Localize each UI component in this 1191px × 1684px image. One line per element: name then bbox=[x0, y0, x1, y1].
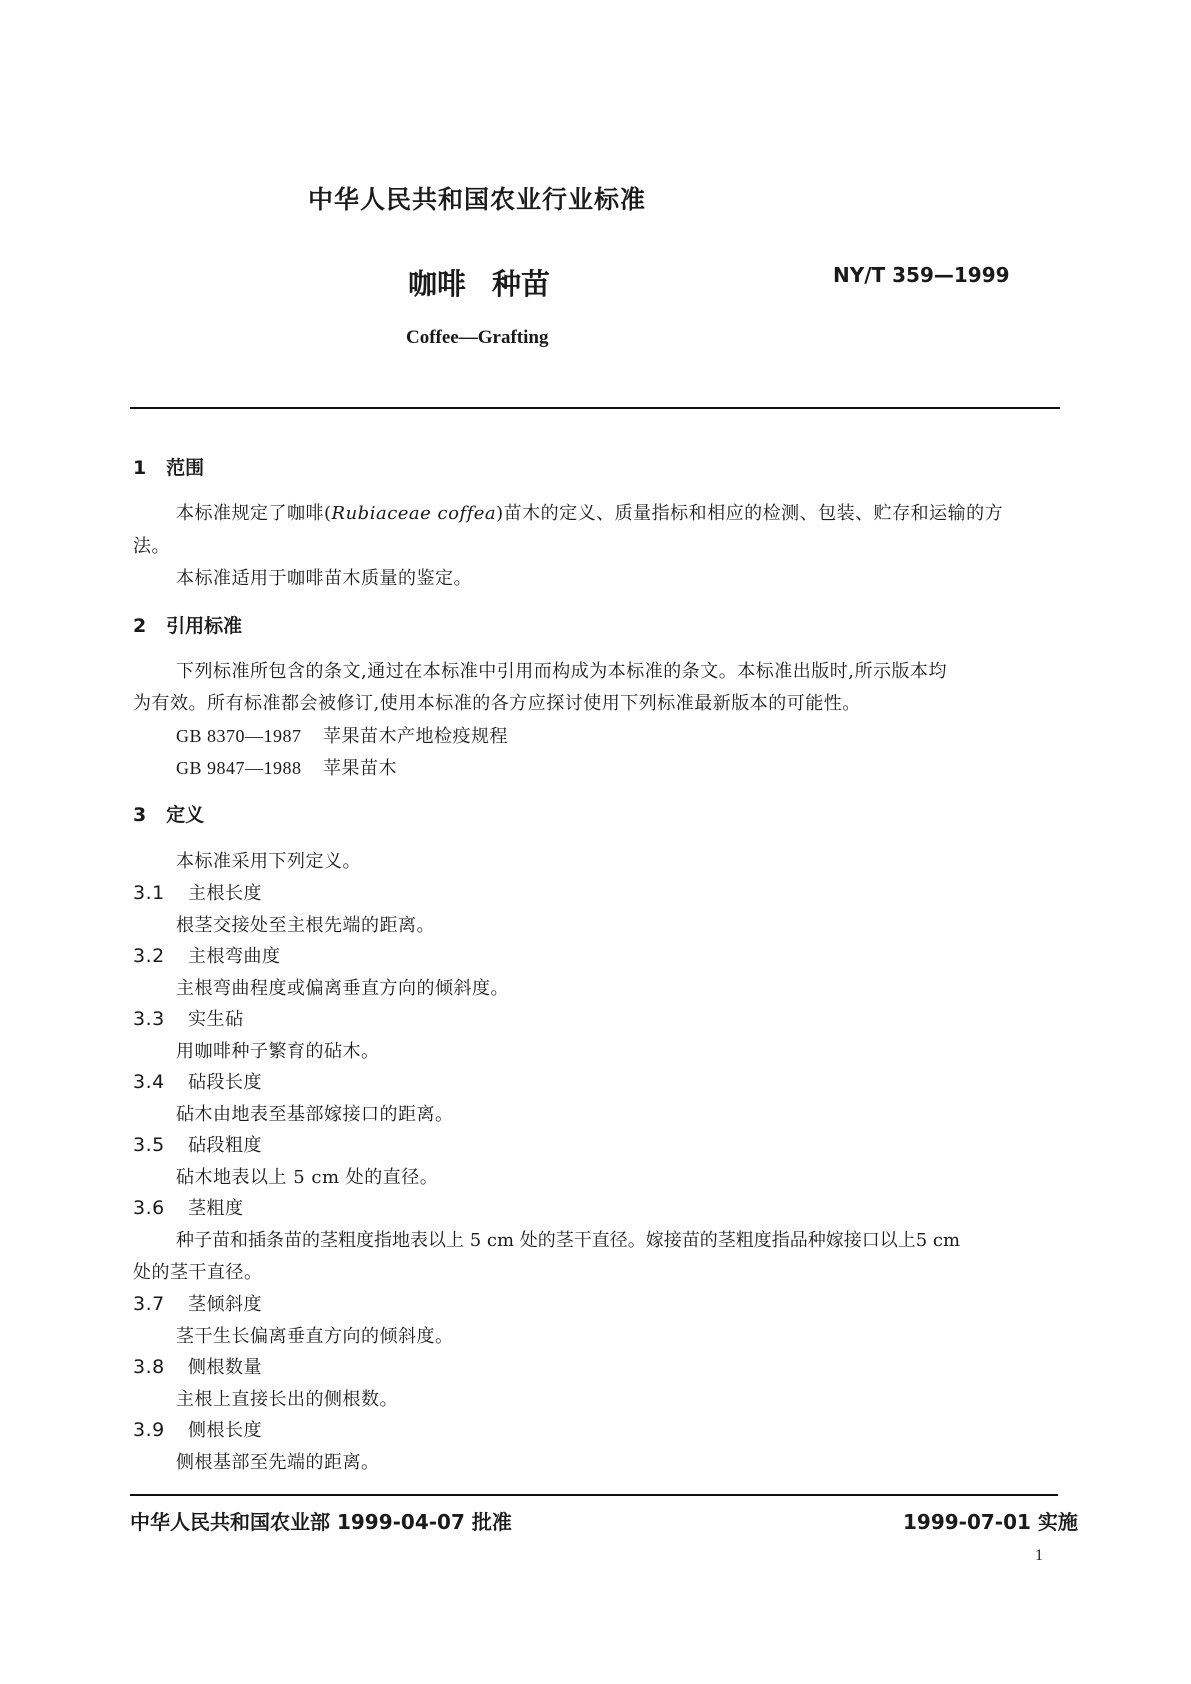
definition-term bbox=[133, 879, 262, 905]
document-title bbox=[408, 262, 550, 303]
definition-text: 砧木由地表至基部嫁接口的距离。 bbox=[176, 1104, 454, 1125]
definition-text: 种子苗和插条苗的茎粗度指地表以上 5 cm 处的茎干直径。嫁接苗的茎粗度指品种嫁接口以上5 cm bbox=[176, 1230, 961, 1251]
definition-text: 主根上直接长出的侧根数。 bbox=[176, 1389, 398, 1410]
text-run: 本标准规定了咖啡( bbox=[176, 503, 332, 524]
text-run: )苗木的定义、质量指标和相应的检测、包装、贮存和运输的方 bbox=[496, 503, 1004, 524]
definition-term bbox=[133, 1131, 262, 1157]
term: 主根长度 bbox=[188, 883, 262, 904]
definition-text: 侧根基部至先端的距离。 bbox=[176, 1452, 380, 1473]
section-3-heading bbox=[133, 800, 204, 827]
clause-number: 3.7 bbox=[133, 1293, 165, 1315]
references-paragraph-line-2: 为有效。所有标准都会被修订,使用本标准的各方应探讨使用下列标准最新版本的可能性。 bbox=[133, 693, 861, 714]
definition-term bbox=[133, 1290, 262, 1316]
clause-number: 3.4 bbox=[133, 1071, 165, 1093]
footer-divider bbox=[130, 1494, 1058, 1496]
clause-number: 3.2 bbox=[133, 945, 165, 967]
title-part-1: 咖啡 bbox=[408, 267, 467, 301]
section-2-heading bbox=[133, 611, 242, 638]
issuing-organization: 中华人民共和国农业行业标准 bbox=[308, 185, 647, 214]
reference-item bbox=[176, 722, 508, 748]
section-number: 1 bbox=[133, 457, 147, 479]
term: 侧根数量 bbox=[188, 1357, 262, 1378]
definition-term bbox=[133, 942, 281, 968]
term: 侧根长度 bbox=[188, 1420, 262, 1441]
approval-line: 中华人民共和国农业部 1999-04-07 批准 bbox=[130, 1510, 512, 1534]
term: 砧段长度 bbox=[188, 1072, 262, 1093]
clause-number: 3.3 bbox=[133, 1008, 165, 1030]
clause-number: 3.5 bbox=[133, 1134, 165, 1156]
term: 主根弯曲度 bbox=[188, 946, 281, 967]
section-title: 范围 bbox=[166, 457, 205, 479]
clause-number: 3.8 bbox=[133, 1356, 165, 1378]
section-number: 3 bbox=[133, 804, 147, 826]
definition-text: 根茎交接处至主根先端的距离。 bbox=[176, 915, 435, 936]
definition-term bbox=[133, 1194, 244, 1220]
title-part-2: 种苗 bbox=[492, 267, 551, 301]
implementation-date: 1999-07-01 实施 bbox=[903, 1510, 1078, 1534]
species-name: Rubiaceae coffea bbox=[331, 503, 497, 524]
reference-title: 苹果苗木产地检疫规程 bbox=[323, 726, 508, 747]
reference-item bbox=[176, 754, 397, 780]
section-1-heading bbox=[133, 453, 204, 480]
definition-text: 用咖啡种子繁育的砧木。 bbox=[176, 1041, 380, 1062]
header-divider bbox=[130, 407, 1060, 409]
term: 茎倾斜度 bbox=[188, 1294, 262, 1315]
term: 实生砧 bbox=[188, 1009, 244, 1030]
page-number: 1 bbox=[1035, 1547, 1043, 1564]
term: 砧段粗度 bbox=[188, 1135, 262, 1156]
definition-term bbox=[133, 1416, 262, 1442]
section-title: 定义 bbox=[166, 804, 205, 826]
definitions-intro: 本标准采用下列定义。 bbox=[176, 851, 361, 872]
standard-code: NY/T 359—1999 bbox=[833, 263, 1010, 287]
definition-term bbox=[133, 1005, 244, 1031]
reference-code: GB 9847—1988 bbox=[176, 758, 302, 778]
section-title: 引用标准 bbox=[166, 615, 243, 637]
clause-number: 3.1 bbox=[133, 882, 165, 904]
term: 茎粗度 bbox=[188, 1198, 244, 1219]
scope-paragraph-line-1 bbox=[176, 499, 1003, 525]
definition-text-continued: 处的茎干直径。 bbox=[133, 1262, 263, 1283]
reference-title: 苹果苗木 bbox=[323, 758, 397, 779]
section-number: 2 bbox=[133, 615, 147, 637]
definition-term bbox=[133, 1068, 262, 1094]
scope-paragraph-line-2: 法。 bbox=[133, 536, 170, 557]
definition-text: 主根弯曲程度或偏离垂直方向的倾斜度。 bbox=[176, 978, 509, 999]
definition-text: 砧木地表以上 5 cm 处的直径。 bbox=[176, 1167, 439, 1188]
clause-number: 3.9 bbox=[133, 1419, 165, 1441]
clause-number: 3.6 bbox=[133, 1197, 165, 1219]
references-paragraph-line-1: 下列标准所包含的条文,通过在本标准中引用而构成为本标准的条文。本标准出版时,所示版本均 bbox=[176, 661, 947, 682]
scope-paragraph-2: 本标准适用于咖啡苗木质量的鉴定。 bbox=[176, 568, 472, 589]
english-title: Coffee—Grafting bbox=[406, 327, 549, 348]
reference-code: GB 8370—1987 bbox=[176, 726, 302, 746]
definition-text: 茎干生长偏离垂直方向的倾斜度。 bbox=[176, 1326, 454, 1347]
definition-term bbox=[133, 1353, 262, 1379]
